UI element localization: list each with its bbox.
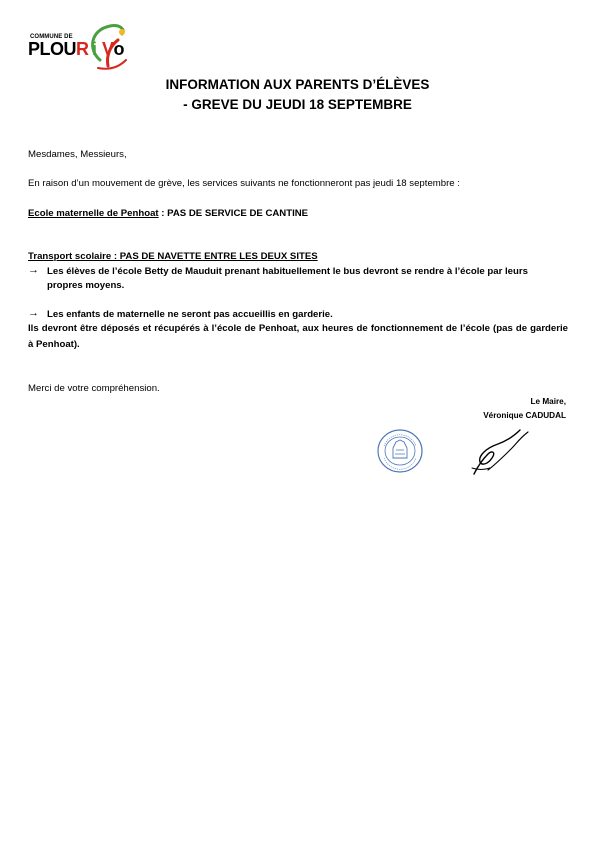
logo-text-i: i xyxy=(92,39,97,59)
section-cantine-value: : PAS DE SERVICE DE CANTINE xyxy=(158,208,309,219)
logo-main-text xyxy=(28,39,124,60)
logo-text-r: R xyxy=(76,39,89,59)
bullet2-text: Les enfants de maternelle ne seront pas accueillis en garderie. xyxy=(47,309,333,320)
intro-text: En raison d’un mouvement de grève, les services suivants ne fonctionneront pas jeudi 18 septembre : xyxy=(28,178,460,189)
closing-text: Merci de votre compréhension. xyxy=(28,383,160,394)
document-title-line1: INFORMATION AUX PARENTS D’ÉLÈVES xyxy=(165,77,430,92)
pickup-paragraph: Ils devront être déposés et récupérés à l’école de Penhoat, aux heures de fonctionnement de l’école (pas de garderie à Penhoat). xyxy=(28,323,568,350)
section-cantine xyxy=(28,207,308,220)
greeting-text: Mesdames, Messieurs, xyxy=(28,149,127,160)
signature-name: Véronique CADUDAL xyxy=(483,411,566,420)
signature-role: Le Maire, xyxy=(530,397,566,406)
document-title-line2: - GREVE DU JEUDI 18 SEPTEMBRE xyxy=(183,97,412,112)
arrow-icon: → xyxy=(28,264,39,276)
commune-logo xyxy=(28,20,153,72)
logo-text-o: o xyxy=(113,39,125,59)
section-transport-label: Transport scolaire : PAS DE NAVETTE ENTRE LES DEUX SITES xyxy=(28,251,318,262)
bullet1-line1: Les élèves de l’école Betty de Mauduit prenant habituellement le bus devront se rendre à l’école par leurs xyxy=(47,266,528,277)
arrow-icon: → xyxy=(28,307,39,319)
logo-text-plou: PLOU xyxy=(28,39,77,59)
section-cantine-label: Ecole maternelle de Penhoat xyxy=(28,208,159,219)
official-stamp-icon xyxy=(376,428,424,474)
bullet1-line2: propres moyens. xyxy=(47,280,125,291)
logo-text-v: V xyxy=(102,39,114,59)
handwritten-signature-icon xyxy=(468,426,534,478)
logo-top-text: COMMUNE DE xyxy=(30,34,73,40)
